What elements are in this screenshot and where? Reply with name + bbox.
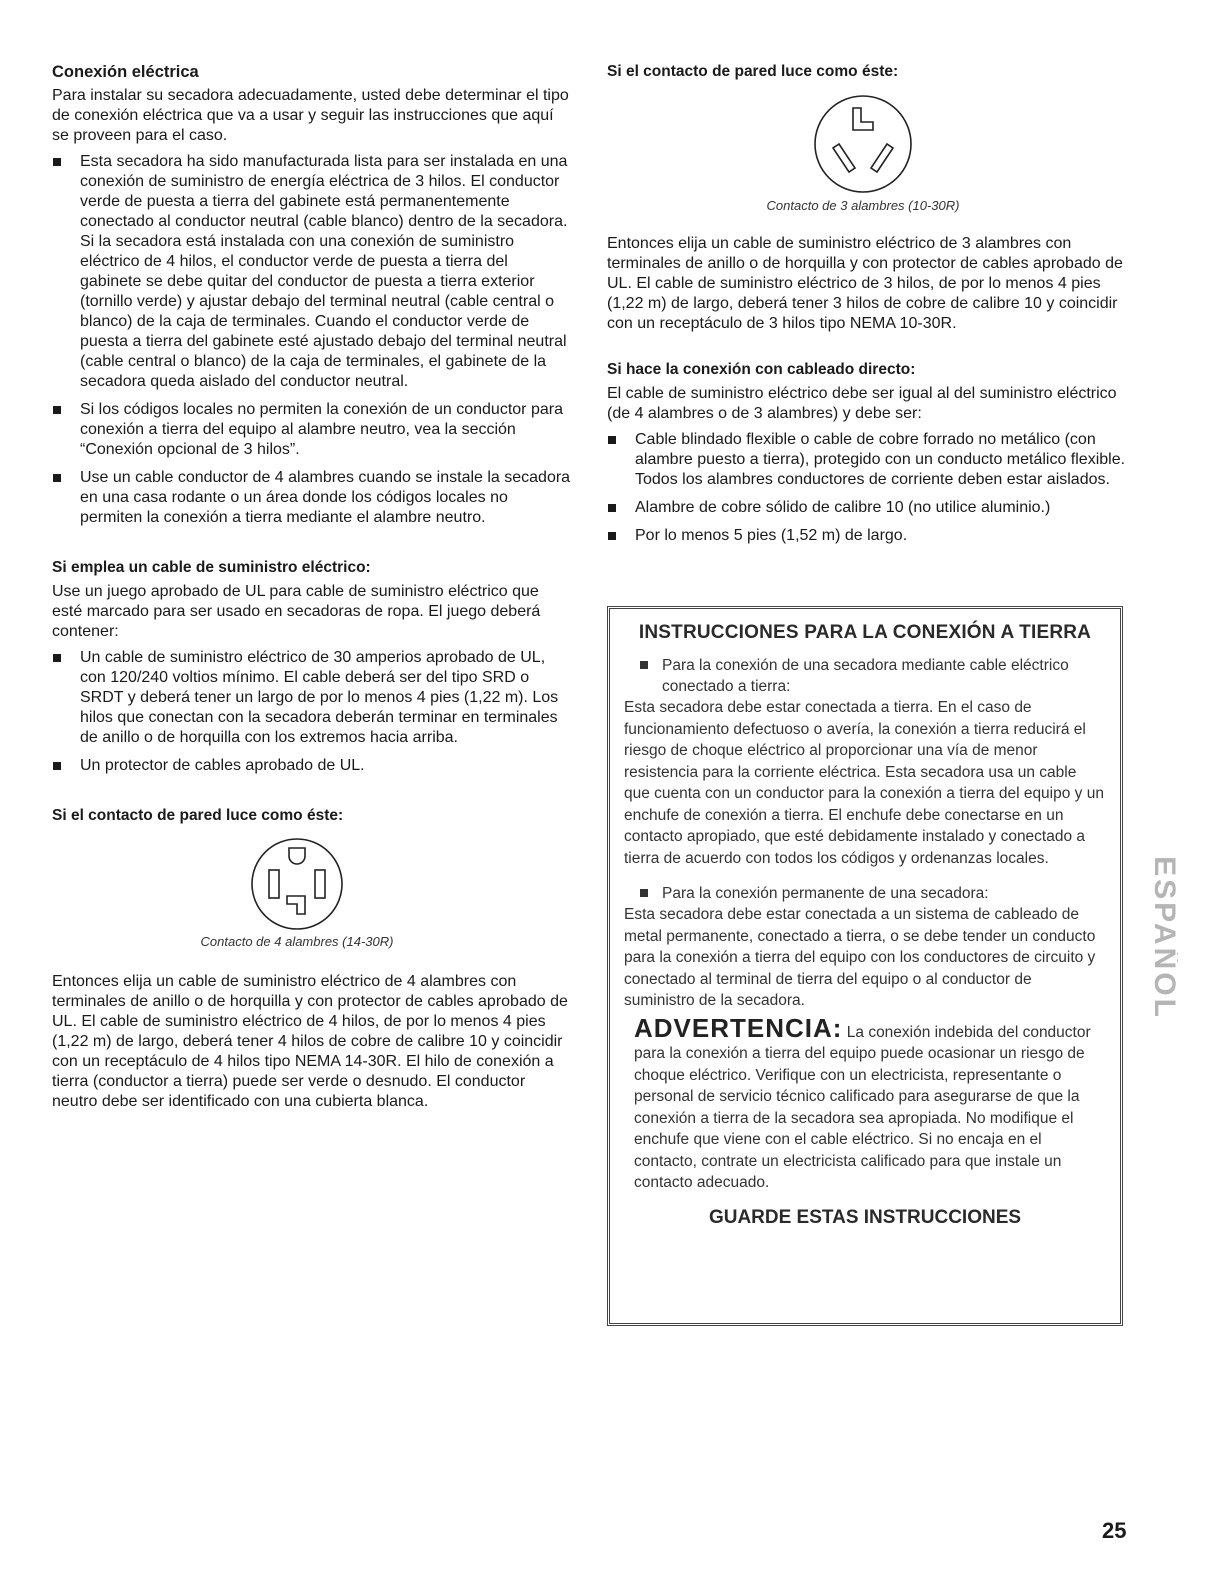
grounding-bullet-permanent: Para la conexión permanente de una secadora: (634, 883, 1106, 904)
grounding-instructions-box (607, 606, 1123, 1326)
advertencia-text: La conexión indebida del conductor para la conexión a tierra del equipo puede ocasionar un riesgo de choque eléctrico. Verifique con un electricista, representante o personal de servicio técnico calificado para asegurarse de que la conexión a tierra de la secadora sea apropiada. No modifique el enchufe que viene con el cable eléctrico. Si no encaja en el contacto, contrate un electricista calificado para que instale un contacto adecuado. (634, 1023, 1091, 1191)
cord-heading: Si emplea un cable de suministro eléctrico: (52, 559, 371, 576)
cord-intro: Use un juego aprobado de UL para cable de suministro eléctrico que esté marcado para ser usado en secadoras de ropa. El juego deberá contener: (52, 583, 541, 640)
page-number: 25 (1102, 1518, 1127, 1543)
side-tab-text (1148, 818, 1178, 1058)
language-side-tab (1148, 818, 1178, 1058)
list-item: Si los códigos locales no permiten la conexión de un conductor para conexión a tierra del equipo al alambre neutro, vea la sección “Conexión opcional de 3 hilos”. (52, 400, 572, 460)
grounding-title: INSTRUCCIONES PARA LA CONEXIÓN A TIERRA (638, 622, 1092, 643)
electrical-heading: Conexión eléctrica (52, 63, 199, 81)
list-item: Alambre de cobre sólido de calibre 10 (no utilice aluminio.) (607, 498, 1127, 518)
side-tab-label: ESPAÑOL (1148, 856, 1178, 1020)
outlet4-text: Entonces elija un cable de suministro eléctrico de 4 alambres con terminales de anillo o de horquilla y con protector de cables aprobado de UL. El cable de suministro eléctrico de 4 hilos, de por lo menos 4 pies (1,22 m) de largo, deberá tener 4 hilos de cobre de calibre 10 y coincidir con un receptáculo de 4 hilos tipo NEMA 14-30R. El hilo de conexión a tierra (conductor a tierra) puede ser verde o desnudo. El conductor neutro debe ser identificado con una cubierta blanca. (52, 973, 568, 1110)
direct-intro: El cable de suministro eléctrico debe ser igual al del suministro eléctrico (de 4 alambres o de 3 alambres) y debe ser: (607, 385, 1117, 422)
list-item: Un protector de cables aprobado de UL. (52, 756, 572, 776)
outlet4-heading: Si el contacto de pared luce como éste: (52, 807, 344, 824)
cord-bullet-list (52, 648, 572, 776)
outlet3-caption: Contacto de 3 alambres (10-30R) (766, 198, 960, 213)
save-instructions: GUARDE ESTAS INSTRUCCIONES (708, 1206, 1022, 1228)
advertencia-label: ADVERTENCIA: (634, 1012, 843, 1043)
direct-heading: Si hace la conexión con cableado directo: (607, 361, 916, 378)
three-wire-outlet-icon (811, 92, 915, 196)
right-column (607, 62, 1127, 554)
left-column (52, 62, 572, 1112)
grounding-bullet-cord: Para la conexión de una secadora mediante cable eléctrico conectado a tierra: (634, 655, 1106, 697)
outlet3-heading: Si el contacto de pared luce como éste: (607, 63, 899, 80)
advertencia-paragraph (634, 1012, 1106, 1194)
list-item: Use un cable conductor de 4 alambres cuando se instale la secadora en una casa rodante o un área donde los códigos locales no permiten la conexión a tierra mediante el alambre neutro. (52, 468, 572, 528)
electrical-intro: Para instalar su secadora adecuadamente, usted debe determinar el tipo de conexión eléctrica que va a usar y seguir las instrucciones que aquí se proveen para el caso. (52, 87, 569, 144)
four-wire-outlet-icon (249, 836, 345, 932)
list-item: Esta secadora ha sido manufacturada lista para ser instalada en una conexión de suministro de energía eléctrica de 3 hilos. El conductor verde de puesta a tierra del gabinete está permanentemente conectado al conductor neutral (cable blanco) dentro de la secadora. Si la secadora está instalada con una conexión de suministro eléctrico de 4 hilos, el conductor verde de puesta a tierra del gabinete se debe quitar del conductor de puesta a tierra exterior (tornillo verde) y ajustar debajo del terminal neutral (cable central o blanco) de la caja de terminales. Cuando el conductor verde de puesta a tierra del gabinete esté ajustado debajo del terminal neutral (cable central o blanco) de la caja de terminales, el gabinete de la secadora queda aislado del conductor neutral. (52, 152, 572, 392)
list-item: Cable blindado flexible o cable de cobre forrado no metálico (con alambre puesto a tierra), protegido con un conducto metálico flexible. Todos los alambres conductores de corriente deben estar aislados. (607, 430, 1127, 490)
outlet3-figure (599, 92, 1127, 214)
direct-bullet-list (607, 430, 1127, 546)
grounding-paragraph-permanent: Esta secadora debe estar conectada a un sistema de cableado de metal permanente, conectado a tierra, o se debe tender un conducto para la conexión a tierra del equipo con los conductores de circuito y conectado al terminal de tierra del equipo o al conductor de suministro de la secadora. (624, 906, 1096, 1009)
outlet4-caption: Contacto de 4 alambres (14-30R) (200, 934, 394, 949)
list-item: Por lo menos 5 pies (1,52 m) de largo. (607, 526, 1127, 546)
outlet3-text: Entonces elija un cable de suministro eléctrico de 3 alambres con terminales de anillo o de horquilla y con protector de cables aprobado de UL. El cable de suministro eléctrico de 3 hilos, de por lo menos 4 pies (1,22 m) de largo, deberá tener 3 hilos de cobre de calibre 10 y coincidir con un receptáculo de 3 hilos tipo NEMA 10-30R. (607, 235, 1123, 332)
list-item: Un cable de suministro eléctrico de 30 amperios aprobado de UL, con 120/240 voltios mínimo. El cable deberá ser del tipo SRD o SRDT y deberá tener un largo de por lo menos 4 pies (1,22 m). Los hilos que conectan con la secadora deberán terminar en terminales de anillo o de horquilla con los extremos hacia arriba. (52, 648, 572, 748)
electrical-bullet-list (52, 152, 572, 528)
grounding-paragraph-cord: Esta secadora debe estar conectada a tierra. En el caso de funcionamiento defectuoso o avería, la conexión a tierra reducirá el riesgo de choque eléctrico al proporcionar una vía de menor resistencia para la corriente eléctrica. Esta secadora usa un cable que cuenta con un conductor para la conexión a tierra del equipo y un enchufe de conexión a tierra. El enchufe debe conectarse en un contacto apropiado, que esté debidamente instalado y conectado a tierra de acuerdo con todos los códigos y ordenanzas locales. (624, 699, 1104, 867)
outlet4-figure (22, 836, 572, 950)
